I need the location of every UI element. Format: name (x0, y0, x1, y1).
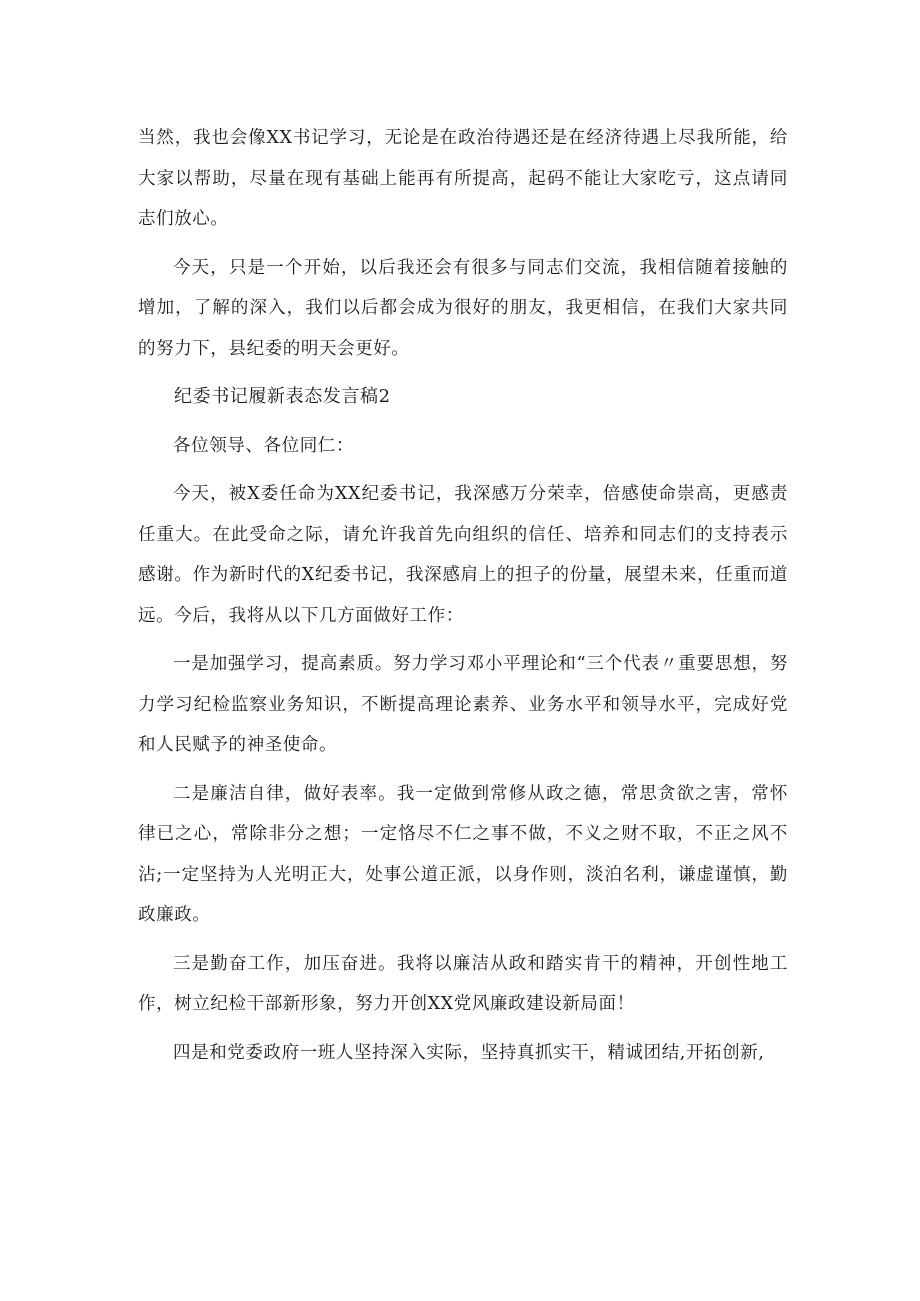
paragraph-closing: 今天，只是一个开始，以后我还会有很多与同志们交流，我相信随着接触的增加，了解的深入，我们以后都会成为很好的朋友，我更相信，在我们大家共同的努力下，县纪委的明天会更好。 (138, 257, 788, 359)
section-title: 纪委书记履新表态发言稿2 (174, 386, 391, 407)
salutation: 各位领导、各位同仁： (173, 435, 354, 456)
paragraph-continuation: 当然，我也会像XX书记学习，无论是在政治待遇还是在经济待遇上尽我所能，给大家以帮助，尽量在现有基础上能再有所提高，起码不能让大家吃亏，这点请同志们放心。 (138, 128, 788, 229)
body-paragraph-work: 三是勤奋工作，加压奋进。我将以廉洁从政和踏实肯干的精神，开创性地工作，树立纪检干部新形象，努力开创XX党风廉政建设新局面！ (138, 953, 788, 1014)
body-paragraph-unity: 四是和党委政府一班人坚持深入实际，坚持真抓实干，精诚团结,开拓创新, (173, 1042, 765, 1063)
document-content (138, 118, 788, 1081)
body-paragraph-intro: 今天，被X委任命为XX纪委书记，我深感万分荣幸，倍感使命崇高，更感责任重大。在此受命之际，请允许我首先向组织的信任、培养和同志们的支持表示感谢。作为新时代的X纪委书记，我深感肩上的担子的份量，展望未来，任重而道远。今后，我将从以下几方面做好工作： (138, 484, 788, 626)
body-paragraph-integrity: 二是廉洁自律，做好表率。我一定做到常修从政之德，常思贪欲之害，常怀律已之心，常除非分之想；一定恪尽不仁之事不做，不义之财不取，不正之风不沾;一定坚持为人光明正大，处事公道正派，以身作则，淡泊名利，谦虚谨慎，勤政廉政。 (138, 783, 788, 925)
body-paragraph-study: 一是加强学习，提高素质。努力学习邓小平理论和“三个代表〃重要思想，努力学习纪检监察业务知识，不断提高理论素养、业务水平和领导水平，完成好党和人民赋予的神圣使命。 (138, 654, 788, 755)
